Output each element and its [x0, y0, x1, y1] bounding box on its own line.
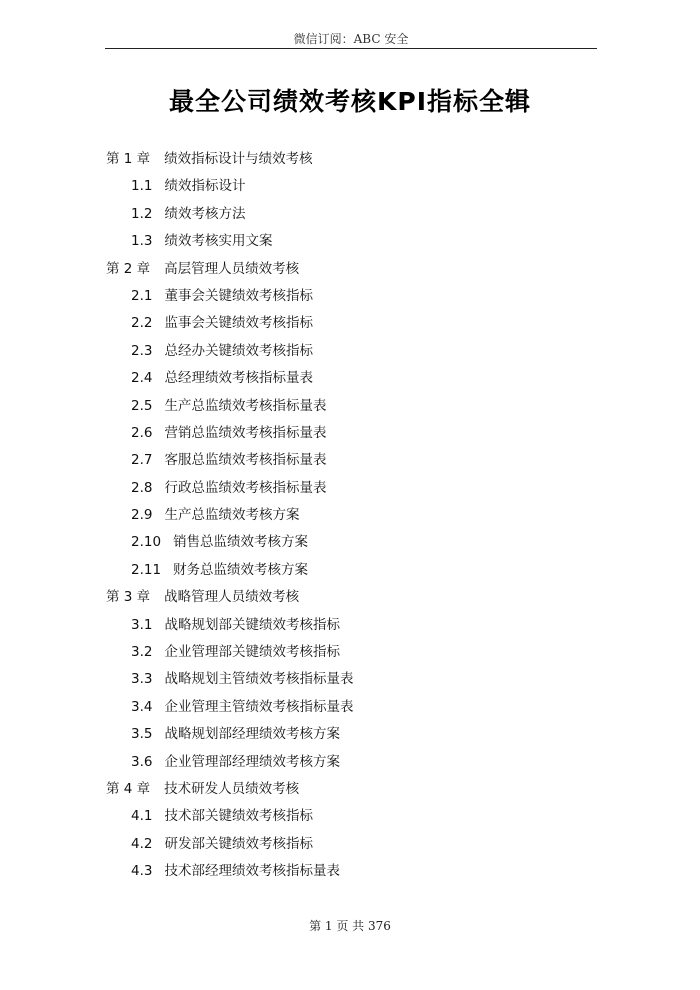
toc-label: 财务总监绩效考核方案 — [173, 561, 309, 578]
toc-section[interactable] — [0, 228, 700, 255]
toc-label: 客服总监绩效考核指标量表 — [164, 452, 327, 469]
toc-label: 战略管理人员绩效考核 — [164, 589, 300, 606]
toc-label: 研发部关键绩效考核指标 — [164, 835, 313, 852]
toc-section[interactable] — [0, 831, 700, 858]
toc-label: 高层管理人员绩效考核 — [164, 260, 300, 277]
toc-number: 第 1 章 — [106, 151, 151, 167]
toc-label: 企业管理部经理绩效考核方案 — [164, 753, 340, 770]
toc-number: 2.5 — [131, 397, 153, 414]
toc-section[interactable] — [0, 173, 700, 200]
toc-number: 第 4 章 — [106, 780, 151, 797]
toc-chapter[interactable] — [0, 584, 700, 611]
toc-number: 3.2 — [131, 644, 153, 661]
toc-number: 1.2 — [131, 205, 153, 222]
toc-number: 2.7 — [131, 452, 153, 469]
toc-label: 绩效考核实用文案 — [164, 233, 273, 250]
toc-label: 战略规划部经理绩效考核方案 — [164, 726, 340, 743]
document-title: 最全公司绩效考核KPI指标全辑 — [169, 87, 531, 116]
toc-section[interactable] — [0, 365, 700, 392]
toc-number: 3.6 — [131, 753, 153, 770]
toc-section[interactable] — [0, 393, 700, 420]
toc-section[interactable] — [0, 529, 700, 556]
toc-number: 2.8 — [131, 479, 153, 496]
toc-number: 第 2 章 — [106, 260, 151, 277]
header-divider — [105, 48, 597, 49]
toc-section[interactable] — [0, 420, 700, 447]
toc-section[interactable] — [0, 201, 700, 228]
toc-number: 2.2 — [131, 315, 153, 332]
toc-number: 3.3 — [131, 671, 153, 688]
toc-section[interactable] — [0, 639, 700, 666]
toc-label: 绩效指标设计与绩效考核 — [164, 151, 313, 167]
toc-section[interactable] — [0, 338, 700, 365]
toc-label: 生产总监绩效考核指标量表 — [164, 397, 327, 414]
toc-number: 3.5 — [131, 726, 153, 743]
toc-number: 2.9 — [131, 507, 153, 524]
toc-number: 2.1 — [131, 287, 153, 304]
toc-number: 4.2 — [131, 835, 153, 852]
toc-number: 2.6 — [131, 424, 153, 441]
toc-number: 第 3 章 — [106, 589, 151, 606]
toc-section[interactable] — [0, 858, 700, 885]
toc-label: 生产总监绩效考核方案 — [164, 507, 300, 524]
toc-section[interactable] — [0, 502, 700, 529]
toc-section[interactable] — [0, 694, 700, 721]
toc-label: 技术部经理绩效考核指标量表 — [164, 863, 340, 880]
toc-section[interactable] — [0, 749, 700, 776]
toc-section[interactable] — [0, 803, 700, 830]
page-header: 微信订阅：ABC 安全 — [293, 32, 409, 46]
toc-label: 战略规划主管绩效考核指标量表 — [164, 671, 354, 688]
toc-number: 3.4 — [131, 698, 153, 715]
toc-number: 3.1 — [131, 616, 153, 633]
toc-label: 总经办关键绩效考核指标 — [164, 342, 313, 359]
toc-number: 2.11 — [131, 561, 162, 578]
toc-section[interactable] — [0, 612, 700, 639]
toc-label: 行政总监绩效考核指标量表 — [164, 479, 327, 496]
toc-chapter[interactable] — [0, 776, 700, 803]
toc-section[interactable] — [0, 721, 700, 748]
toc-label: 监事会关键绩效考核指标 — [164, 315, 313, 332]
toc-chapter[interactable] — [0, 146, 700, 173]
page-footer: 第 1 页 共 376 — [309, 919, 391, 933]
toc-section[interactable] — [0, 557, 700, 584]
toc-label: 战略规划部关键绩效考核指标 — [164, 616, 340, 633]
table-of-contents — [0, 146, 700, 886]
toc-label: 技术研发人员绩效考核 — [164, 780, 300, 797]
toc-label: 技术部关键绩效考核指标 — [164, 808, 313, 825]
toc-label: 绩效考核方法 — [164, 205, 246, 222]
toc-number: 1.1 — [131, 178, 153, 195]
toc-label: 绩效指标设计 — [164, 178, 246, 195]
toc-chapter[interactable] — [0, 256, 700, 283]
toc-section[interactable] — [0, 310, 700, 337]
toc-number: 1.3 — [131, 233, 153, 250]
toc-label: 企业管理主管绩效考核指标量表 — [164, 698, 354, 715]
toc-label: 董事会关键绩效考核指标 — [164, 287, 313, 304]
toc-number: 4.3 — [131, 863, 153, 880]
toc-section[interactable] — [0, 283, 700, 310]
toc-section[interactable] — [0, 475, 700, 502]
toc-label: 企业管理部关键绩效考核指标 — [164, 644, 340, 661]
toc-number: 4.1 — [131, 808, 153, 825]
toc-number: 2.10 — [131, 534, 162, 551]
toc-number: 2.4 — [131, 370, 153, 387]
toc-label: 销售总监绩效考核方案 — [173, 534, 309, 551]
toc-section[interactable] — [0, 666, 700, 693]
toc-section[interactable] — [0, 447, 700, 474]
toc-number: 2.3 — [131, 342, 153, 359]
toc-label: 营销总监绩效考核指标量表 — [164, 424, 327, 441]
toc-label: 总经理绩效考核指标量表 — [164, 370, 313, 387]
